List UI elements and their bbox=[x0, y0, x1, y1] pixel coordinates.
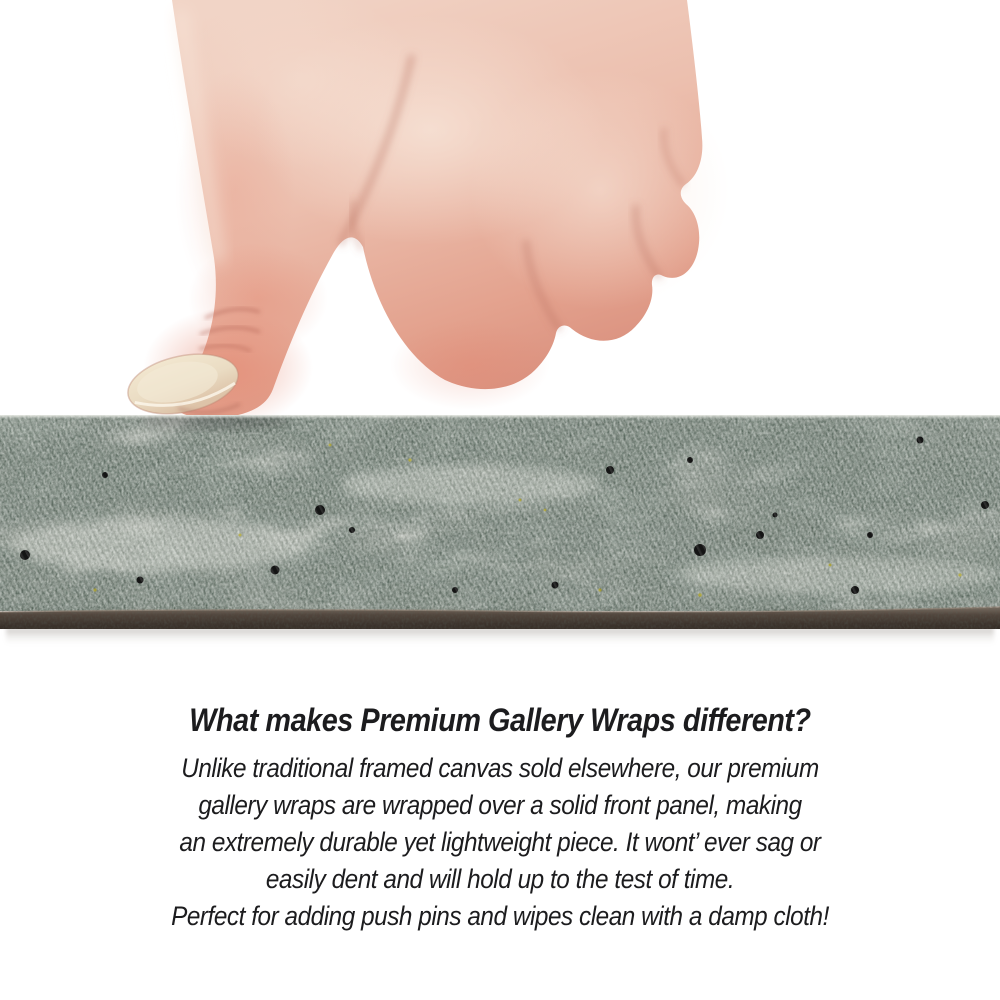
caption-heading: What makes Premium Gallery Wraps different? bbox=[189, 702, 811, 738]
caption-line-1: Unlike traditional framed canvas sold elsewhere, our premium bbox=[181, 753, 819, 783]
hand-pressing-thumb-illustration bbox=[0, 0, 1000, 420]
finger-blush bbox=[390, 320, 550, 410]
caption-line-3: an extremely durable yet lightweight piece. It wont’ ever sag or bbox=[179, 827, 821, 857]
caption-line-4: easily dent and will hold up to the test of time. bbox=[265, 864, 735, 894]
fingers-highlight bbox=[470, 70, 730, 310]
canvas-drop-shadow bbox=[6, 628, 994, 644]
caption-line-2: gallery wraps are wrapped over a solid front panel, making bbox=[198, 790, 802, 820]
canvas-texture bbox=[0, 415, 1000, 629]
canvas-grain-dark bbox=[0, 415, 1000, 611]
caption bbox=[50, 699, 950, 935]
hand-photo bbox=[0, 0, 1000, 420]
canvas-strip bbox=[0, 415, 1000, 629]
canvas-top-fold-highlight bbox=[0, 415, 1000, 419]
caption-line-5: Perfect for adding push pins and wipes clean with a damp cloth! bbox=[171, 901, 829, 931]
panel-edge-grain bbox=[0, 607, 1000, 629]
